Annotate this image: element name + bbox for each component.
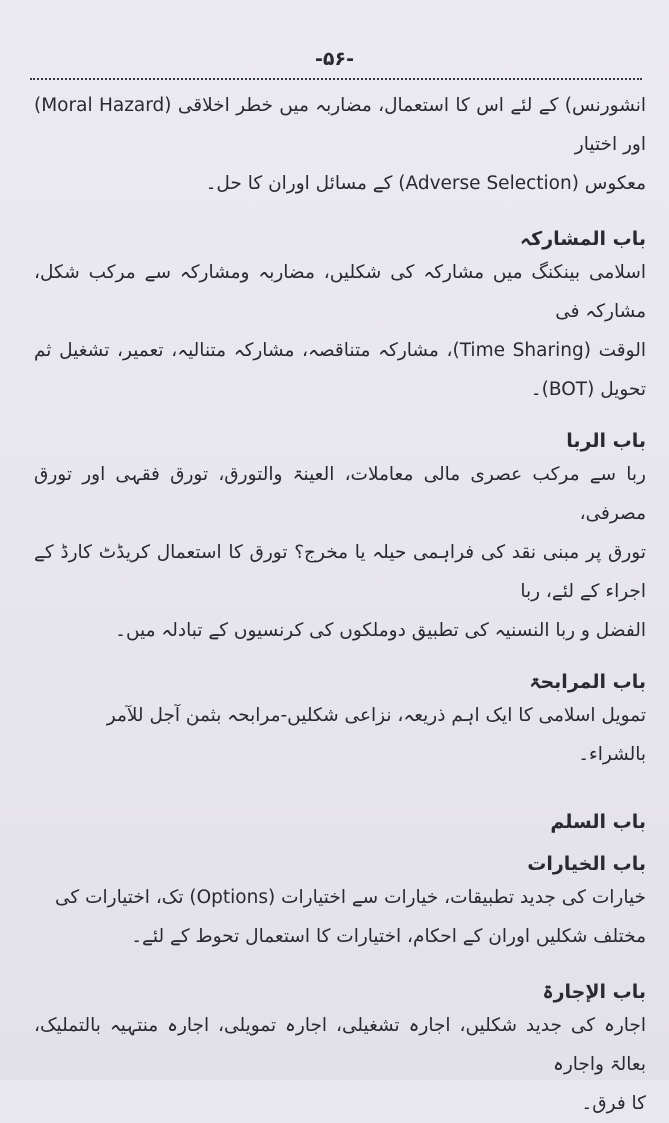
header-dotted-rule bbox=[30, 78, 642, 80]
section-heading: باب السلم bbox=[550, 811, 646, 833]
section-intro bbox=[34, 86, 646, 203]
page-number: -۵۶- bbox=[315, 48, 354, 70]
paragraph-line: انشورنس) کے لئے اس کا استعمال، مضاربہ میں خطر اخلاقی (Moral Hazard) اور اختیار bbox=[34, 95, 647, 155]
paragraph-line: کا فرق۔ bbox=[581, 1093, 646, 1114]
paragraph-line: الفضل و ربا النسنیہ کی تطبیق دوملکوں کی کرنسیوں کے تبادلہ میں۔ bbox=[115, 620, 646, 641]
section-khiyarat bbox=[34, 850, 646, 956]
paragraph-line: اسلامی بینکنگ میں مشارکہ کی شکلیں، مضاربہ ومشارکہ سے مرکب شکل، مشارکہ فی bbox=[34, 262, 646, 322]
paragraph-line: اجارہ کی جدید شکلیں، اجارہ تشغیلی، اجارہ تمویلی، اجارہ منتہیہ بالتملیک، بعالۃ واجارہ bbox=[34, 1015, 646, 1075]
section-heading: باب الخیارات bbox=[527, 853, 646, 875]
section-heading: باب المرابحۃ bbox=[529, 671, 646, 693]
paragraph-line: معکوس (Adverse Selection) کے مسائل اوران کا حل۔ bbox=[205, 173, 646, 194]
paragraph-line: مختلف شکلیں اوران کے احکام، اختیارات کا استعمال تحوط کے لئے۔ bbox=[131, 926, 646, 947]
section-salam bbox=[34, 808, 646, 836]
section-murabaha bbox=[34, 668, 646, 774]
section-riba bbox=[34, 427, 646, 650]
section-heading: باب الربا bbox=[566, 430, 646, 452]
section-heading: باب المشارکہ bbox=[520, 228, 646, 250]
paragraph-line: ربا سے مرکب عصری مالی معاملات، العینۃ والتورق، تورق فقہی اور تورق مصرفی، bbox=[34, 464, 646, 524]
section-ijara bbox=[34, 978, 646, 1123]
section-heading: باب الإجارۃ bbox=[542, 981, 646, 1003]
paragraph-line: الوقت (Time Sharing)، مشارکہ متناقصہ، مشارکہ متنالیہ، تعمیر، تشغیل ثم تحویل (BOT)۔ bbox=[34, 340, 646, 400]
body-text bbox=[34, 86, 646, 1123]
section-musharaka bbox=[34, 225, 646, 409]
paragraph-line: خیارات کی جدید تطبیقات، خیارات سے اختیارات (Options) تک، اختیارات کی bbox=[54, 887, 646, 908]
paragraph-line: تورق پر مبنی نقد کی فراہمی حیلہ یا مخرج؟ تورق کا استعمال کریڈٹ کارڈ کے اجراء کے لئے، ربا bbox=[34, 542, 646, 602]
paragraph-line: بالشراء۔ bbox=[578, 744, 646, 765]
paragraph-line: تمویل اسلامی کا ایک اہم ذریعہ، نزاعی شکلیں-مرابحہ بثمن آجل للآمر bbox=[106, 705, 646, 726]
